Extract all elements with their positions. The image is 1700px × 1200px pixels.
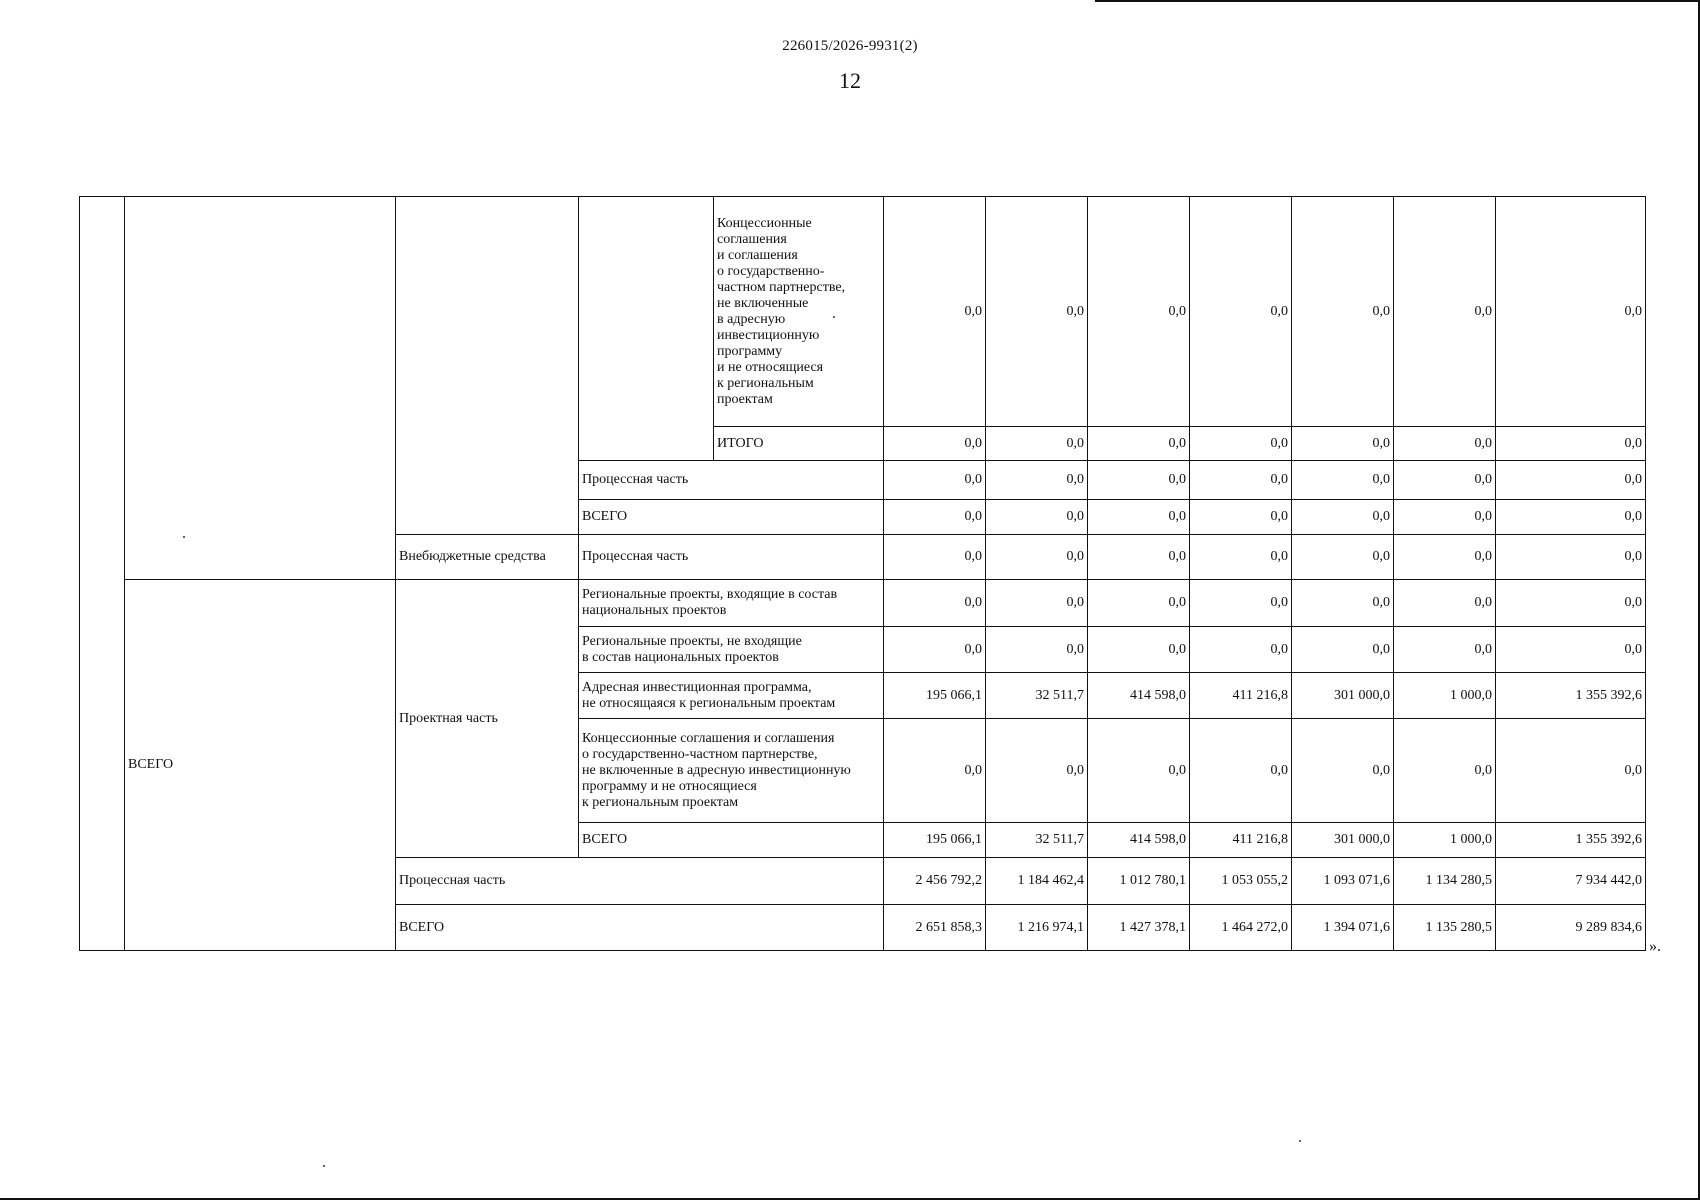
value-cell: 0,0 — [1190, 719, 1292, 823]
value-cell: 1 012 780,1 — [1088, 858, 1190, 905]
document-number: 226015/2026-9931(2) — [782, 38, 918, 54]
row-label-concessions: Концессионные соглашения и соглашения о государственно-частном партнерстве, не включенные в адресную инвестиционную программу и не относящиеся к региональным проектам — [579, 719, 884, 823]
value-cell: 0,0 — [1190, 535, 1292, 580]
value-cell: 0,0 — [884, 627, 986, 673]
value-cell: 1 355 392,6 — [1496, 673, 1646, 719]
group-label-extrabudget: Внебюджетные средства — [396, 535, 579, 580]
value-cell: 0,0 — [1394, 197, 1496, 427]
scan-speck — [833, 316, 835, 318]
value-cell: 1 216 974,1 — [986, 905, 1088, 951]
value-cell: 0,0 — [884, 427, 986, 461]
value-cell: 0,0 — [1088, 627, 1190, 673]
value-cell: 2 456 792,2 — [884, 858, 986, 905]
table-row — [80, 580, 1646, 627]
group-label-project-part: Проектная часть — [396, 580, 579, 858]
value-cell: 1 093 071,6 — [1292, 858, 1394, 905]
value-cell: 0,0 — [1496, 197, 1646, 427]
value-cell: 0,0 — [986, 580, 1088, 627]
value-cell: 0,0 — [884, 535, 986, 580]
value-cell: 0,0 — [1496, 427, 1646, 461]
value-cell: 0,0 — [1088, 500, 1190, 535]
row-label-address-program: Адресная инвестиционная программа, не относящаяся к региональным проектам — [579, 673, 884, 719]
value-cell: 195 066,1 — [884, 673, 986, 719]
value-cell: 301 000,0 — [1292, 823, 1394, 858]
value-cell: 7 934 442,0 — [1496, 858, 1646, 905]
value-cell: 0,0 — [1394, 580, 1496, 627]
empty-group-cell — [125, 197, 396, 580]
value-cell: 1 000,0 — [1394, 823, 1496, 858]
value-cell: 0,0 — [884, 719, 986, 823]
value-cell: 301 000,0 — [1292, 673, 1394, 719]
value-cell: 0,0 — [1496, 627, 1646, 673]
value-cell: 0,0 — [1190, 580, 1292, 627]
value-cell: 0,0 — [884, 461, 986, 500]
value-cell: 0,0 — [1088, 580, 1190, 627]
value-cell: 0,0 — [1496, 535, 1646, 580]
value-cell: 1 464 272,0 — [1190, 905, 1292, 951]
value-cell: 0,0 — [1496, 500, 1646, 535]
top-rule — [1095, 0, 1700, 2]
value-cell: 0,0 — [1394, 535, 1496, 580]
value-cell: 0,0 — [1088, 535, 1190, 580]
value-cell: 411 216,8 — [1190, 673, 1292, 719]
value-cell: 0,0 — [1496, 580, 1646, 627]
closing-quote-mark: ». — [1649, 938, 1661, 955]
value-cell: 1 355 392,6 — [1496, 823, 1646, 858]
scan-speck — [1299, 1140, 1301, 1142]
value-cell: 0,0 — [1292, 535, 1394, 580]
value-cell: 1 053 055,2 — [1190, 858, 1292, 905]
value-cell: 0,0 — [1190, 427, 1292, 461]
value-cell: 0,0 — [1496, 461, 1646, 500]
value-cell: 0,0 — [1394, 500, 1496, 535]
value-cell: 0,0 — [1088, 427, 1190, 461]
value-cell: 1 135 280,5 — [1394, 905, 1496, 951]
row-label-regional-non-national: Региональные проекты, не входящие в состав национальных проектов — [579, 627, 884, 673]
value-cell: 0,0 — [1292, 500, 1394, 535]
value-cell: 1 394 071,6 — [1292, 905, 1394, 951]
value-cell: 2 651 858,3 — [884, 905, 986, 951]
value-cell: 0,0 — [1088, 197, 1190, 427]
group-label-total: ВСЕГО — [125, 580, 396, 951]
row-label-process-part: Процессная часть — [396, 858, 884, 905]
value-cell: 32 511,7 — [986, 673, 1088, 719]
value-cell: 0,0 — [1292, 580, 1394, 627]
leftmost-column-cell — [80, 197, 125, 951]
scan-speck — [323, 1165, 325, 1167]
value-cell: 1 134 280,5 — [1394, 858, 1496, 905]
value-cell: 0,0 — [1088, 719, 1190, 823]
row-label-total: ВСЕГО — [579, 500, 884, 535]
value-cell: 414 598,0 — [1088, 673, 1190, 719]
value-cell: 0,0 — [1394, 627, 1496, 673]
value-cell: 1 184 462,4 — [986, 858, 1088, 905]
value-cell: 0,0 — [884, 197, 986, 427]
scan-speck — [183, 536, 185, 538]
budget-table — [79, 196, 1646, 951]
row-label-regional-national: Региональные проекты, входящие в состав национальных проектов — [579, 580, 884, 627]
page-number: 12 — [839, 68, 861, 93]
value-cell: 0,0 — [986, 461, 1088, 500]
empty-section-cell — [579, 197, 714, 461]
value-cell: 0,0 — [1394, 719, 1496, 823]
row-label-concessions: Концессионные соглашения и соглашения о государственно- частном партнерстве, не включенные в адресную инвестиционную программу и не относящиеся к региональным проектам — [714, 197, 884, 427]
value-cell: 9 289 834,6 — [1496, 905, 1646, 951]
value-cell: 0,0 — [1394, 461, 1496, 500]
value-cell: 0,0 — [884, 580, 986, 627]
value-cell: 0,0 — [1496, 719, 1646, 823]
value-cell: 32 511,7 — [986, 823, 1088, 858]
empty-subgroup-cell — [396, 197, 579, 535]
value-cell: 0,0 — [1088, 461, 1190, 500]
row-label-itogo: ИТОГО — [714, 427, 884, 461]
value-cell: 0,0 — [1190, 197, 1292, 427]
row-label-total: ВСЕГО — [579, 823, 884, 858]
value-cell: 0,0 — [986, 627, 1088, 673]
value-cell: 0,0 — [1190, 627, 1292, 673]
value-cell: 0,0 — [986, 197, 1088, 427]
value-cell: 0,0 — [1292, 627, 1394, 673]
value-cell: 0,0 — [1292, 719, 1394, 823]
value-cell: 414 598,0 — [1088, 823, 1190, 858]
value-cell: 195 066,1 — [884, 823, 986, 858]
row-label-grand-total: ВСЕГО — [396, 905, 884, 951]
value-cell: 0,0 — [1394, 427, 1496, 461]
value-cell: 0,0 — [986, 427, 1088, 461]
value-cell: 0,0 — [1292, 197, 1394, 427]
table-row — [80, 197, 1646, 427]
value-cell: 0,0 — [986, 500, 1088, 535]
value-cell: 0,0 — [1190, 500, 1292, 535]
value-cell: 411 216,8 — [1190, 823, 1292, 858]
value-cell: 0,0 — [884, 500, 986, 535]
value-cell: 0,0 — [986, 719, 1088, 823]
row-label-process-part: Процессная часть — [579, 461, 884, 500]
value-cell: 0,0 — [1292, 461, 1394, 500]
value-cell: 1 000,0 — [1394, 673, 1496, 719]
row-label-process-part: Процессная часть — [579, 535, 884, 580]
value-cell: 0,0 — [986, 535, 1088, 580]
value-cell: 1 427 378,1 — [1088, 905, 1190, 951]
value-cell: 0,0 — [1292, 427, 1394, 461]
value-cell: 0,0 — [1190, 461, 1292, 500]
